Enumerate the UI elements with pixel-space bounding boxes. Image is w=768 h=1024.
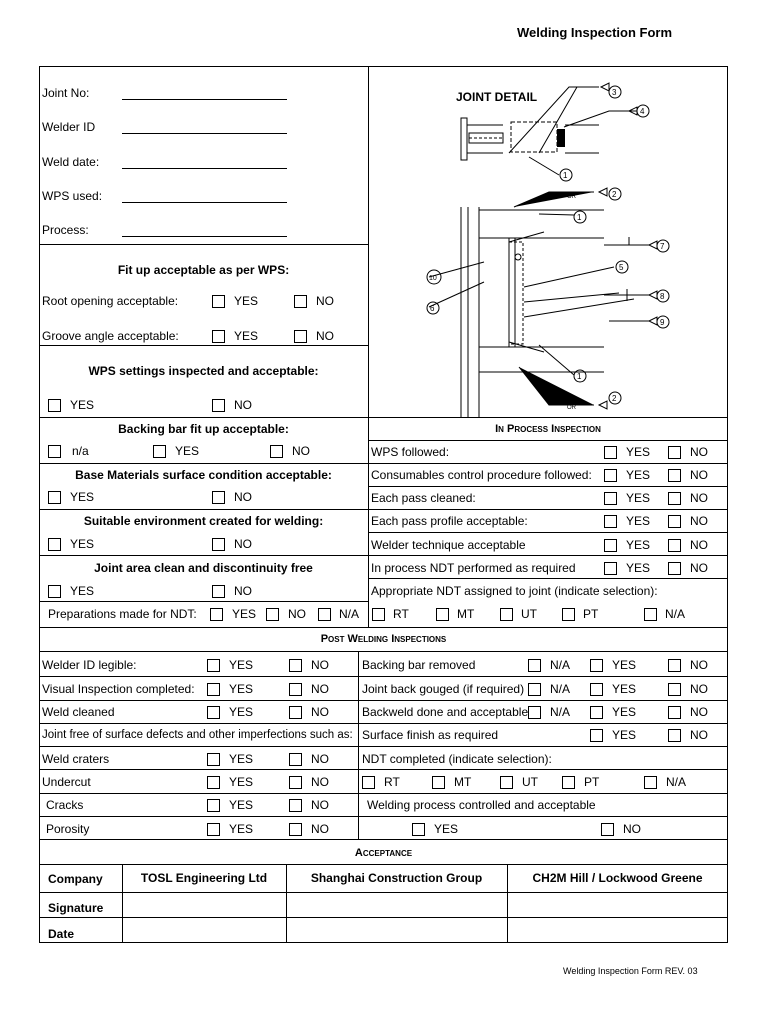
- joint-detail-drawing: [369, 67, 727, 417]
- fitup-title: Fit up acceptable as per WPS:: [117, 263, 290, 277]
- ip-yes-checkbox[interactable]: [604, 539, 617, 552]
- yes-label: YES: [229, 752, 254, 766]
- date-field-3[interactable]: [508, 918, 727, 942]
- field-welder-id: Welder ID: [42, 120, 96, 134]
- callout-1b: 1: [577, 213, 582, 222]
- environment-title: Suitable environment created for welding:: [83, 514, 324, 528]
- callout-7: 7: [660, 242, 665, 251]
- yes-label: YES: [70, 490, 95, 504]
- acceptance-title: Acceptance: [354, 847, 413, 859]
- ndt-ut-label: UT: [521, 607, 537, 621]
- callout-4: 4: [640, 107, 645, 116]
- yes-label: YES: [626, 514, 651, 528]
- date-label: Date: [48, 927, 75, 941]
- ndt-completed-label: NDT completed (indicate selection):: [362, 752, 552, 766]
- env-no-checkbox[interactable]: [212, 538, 225, 551]
- post-right-yes-checkbox[interactable]: [590, 659, 603, 672]
- ip-no-checkbox[interactable]: [668, 539, 681, 552]
- ip-row: Welder technique acceptable: [371, 538, 526, 552]
- or-label-bottom: OR: [567, 405, 576, 411]
- yes-label: YES: [70, 584, 95, 598]
- imperfections-label: Joint free of surface defects and other imperfections such as:: [42, 729, 353, 741]
- no-label: NO: [690, 728, 708, 742]
- no-label: NO: [311, 775, 329, 789]
- post-right-no-checkbox[interactable]: [668, 659, 681, 672]
- defect-no-checkbox[interactable]: [289, 776, 302, 789]
- no-label: NO: [316, 329, 334, 343]
- process-input[interactable]: [122, 236, 287, 237]
- yes-label: YES: [626, 468, 651, 482]
- yes-label: YES: [229, 775, 254, 789]
- wps-used-input[interactable]: [122, 202, 287, 203]
- field-process: Process:: [42, 223, 89, 237]
- controlled-no-checkbox[interactable]: [601, 823, 614, 836]
- no-label: NO: [690, 682, 708, 696]
- no-label: NO: [234, 584, 252, 598]
- process-controlled-label: Welding process controlled and acceptable: [367, 798, 596, 812]
- post-right-row: Backweld done and acceptable: [362, 705, 529, 719]
- post-right-yes-checkbox[interactable]: [590, 683, 603, 696]
- company-2: Shanghai Construction Group: [310, 871, 483, 885]
- ndtc-rt-checkbox[interactable]: [362, 776, 375, 789]
- na-label: N/A: [550, 705, 571, 719]
- na-label: N/A: [339, 607, 360, 621]
- ndt-mt-label: MT: [457, 607, 475, 621]
- yes-label: YES: [434, 822, 459, 836]
- ndtc-rt-label: RT: [384, 775, 400, 789]
- yes-label: YES: [175, 444, 200, 458]
- ip-yes-checkbox[interactable]: [604, 562, 617, 575]
- joint-clean-title: Joint area clean and discontinuity free: [94, 561, 313, 575]
- company-3: CH2M Hill / Lockwood Greene: [532, 871, 703, 885]
- ip-row: In process NDT performed as required: [371, 561, 576, 575]
- surface-label: Surface finish as required: [362, 728, 499, 742]
- defect-row: Porosity: [46, 822, 90, 836]
- post-right-na-checkbox[interactable]: [528, 659, 541, 672]
- yes-label: YES: [229, 705, 254, 719]
- ndt-mt-checkbox[interactable]: [436, 608, 449, 621]
- controlled-yes-checkbox[interactable]: [412, 823, 425, 836]
- base-title: Base Materials surface condition acceptable:: [75, 468, 332, 482]
- ndtc-mt-label: MT: [454, 775, 472, 789]
- post-no-checkbox[interactable]: [289, 659, 302, 672]
- yes-label: YES: [612, 705, 637, 719]
- post-right-no-checkbox[interactable]: [668, 683, 681, 696]
- signature-field-2[interactable]: [287, 893, 507, 917]
- groove-no-checkbox[interactable]: [294, 330, 307, 343]
- post-right-row: Joint back gouged (if required): [362, 682, 525, 696]
- field-joint-no: Joint No:: [42, 86, 90, 100]
- base-no-checkbox[interactable]: [212, 491, 225, 504]
- prep-yes-checkbox[interactable]: [210, 608, 223, 621]
- no-label: NO: [234, 490, 252, 504]
- defect-yes-checkbox[interactable]: [207, 753, 220, 766]
- no-label: NO: [311, 705, 329, 719]
- callout-1a: 1: [563, 171, 568, 180]
- yes-label: YES: [234, 329, 259, 343]
- wps-settings-no-checkbox[interactable]: [212, 399, 225, 412]
- no-label: NO: [623, 822, 641, 836]
- post-yes-checkbox[interactable]: [207, 659, 220, 672]
- defect-row: Cracks: [46, 798, 84, 812]
- joint-no-input[interactable]: [122, 99, 287, 100]
- root-no-checkbox[interactable]: [294, 295, 307, 308]
- groove-angle-label: Groove angle acceptable:: [42, 329, 179, 343]
- ndt-ut-checkbox[interactable]: [500, 608, 513, 621]
- ndt-assigned-label: Appropriate NDT assigned to joint (indicate selection):: [371, 584, 658, 598]
- post-yes-checkbox[interactable]: [207, 683, 220, 696]
- post-welding-title: Post Welding Inspections: [320, 633, 447, 645]
- base-yes-checkbox[interactable]: [48, 491, 61, 504]
- post-no-checkbox[interactable]: [289, 706, 302, 719]
- callout-6: 6: [430, 304, 435, 313]
- company-label: Company: [48, 872, 103, 886]
- field-weld-date: Weld date:: [42, 155, 100, 169]
- ip-row: WPS followed:: [371, 445, 450, 459]
- yes-label: YES: [626, 561, 651, 575]
- no-label: NO: [234, 537, 252, 551]
- no-label: NO: [292, 444, 310, 458]
- env-yes-checkbox[interactable]: [48, 538, 61, 551]
- field-wps-used: WPS used:: [42, 189, 103, 203]
- ip-no-checkbox[interactable]: [668, 492, 681, 505]
- backing-no-checkbox[interactable]: [270, 445, 283, 458]
- post-right-na-checkbox[interactable]: [528, 706, 541, 719]
- no-label: NO: [690, 538, 708, 552]
- ip-row: Each pass cleaned:: [371, 491, 476, 505]
- ndtc-mt-checkbox[interactable]: [432, 776, 445, 789]
- defect-row: Undercut: [42, 775, 91, 789]
- ip-no-checkbox[interactable]: [668, 469, 681, 482]
- ndt-na-checkbox[interactable]: [644, 608, 657, 621]
- post-left-row: Welder ID legible:: [42, 658, 137, 672]
- defect-row: Weld craters: [42, 752, 110, 766]
- yes-label: YES: [612, 728, 637, 742]
- ndtc-ut-label: UT: [522, 775, 538, 789]
- ndtc-na-checkbox[interactable]: [644, 776, 657, 789]
- no-label: NO: [690, 705, 708, 719]
- callout-9: 9: [660, 318, 665, 327]
- post-right-no-checkbox[interactable]: [668, 706, 681, 719]
- date-field-2[interactable]: [287, 918, 507, 942]
- root-opening-label: Root opening acceptable:: [42, 294, 179, 308]
- yes-label: YES: [232, 607, 257, 621]
- backing-yes-checkbox[interactable]: [153, 445, 166, 458]
- yes-label: YES: [626, 445, 651, 459]
- clean-yes-checkbox[interactable]: [48, 585, 61, 598]
- yes-label: YES: [626, 491, 651, 505]
- callout-2a: 2: [612, 190, 617, 199]
- weld-date-input[interactable]: [122, 168, 287, 169]
- ndt-na-label: N/A: [665, 607, 686, 621]
- yes-label: YES: [229, 682, 254, 696]
- post-left-row: Visual Inspection completed:: [42, 682, 195, 696]
- no-label: NO: [234, 398, 252, 412]
- na-label: N/A: [550, 658, 571, 672]
- yes-label: YES: [626, 538, 651, 552]
- no-label: NO: [311, 658, 329, 672]
- callout-5: 5: [619, 263, 624, 272]
- prep-ndt-label: Preparations made for NDT:: [48, 607, 197, 621]
- defect-no-checkbox[interactable]: [289, 753, 302, 766]
- callout-3: 3: [612, 88, 617, 97]
- company-1: TOSL Engineering Ltd: [140, 871, 268, 885]
- ndt-pt-checkbox[interactable]: [562, 608, 575, 621]
- no-label: NO: [311, 798, 329, 812]
- ndtc-pt-checkbox[interactable]: [562, 776, 575, 789]
- no-label: NO: [311, 822, 329, 836]
- no-label: NO: [316, 294, 334, 308]
- wps-settings-title: WPS settings inspected and acceptable:: [88, 364, 319, 378]
- ip-no-checkbox[interactable]: [668, 515, 681, 528]
- date-field-1[interactable]: [123, 918, 286, 942]
- signature-field-3[interactable]: [508, 893, 727, 917]
- surface-yes-checkbox[interactable]: [590, 729, 603, 742]
- yes-label: YES: [229, 822, 254, 836]
- na-label: N/A: [550, 682, 571, 696]
- form-title: Welding Inspection Form: [517, 25, 673, 40]
- no-label: NO: [690, 468, 708, 482]
- defect-yes-checkbox[interactable]: [207, 823, 220, 836]
- ip-yes-checkbox[interactable]: [604, 492, 617, 505]
- defect-no-checkbox[interactable]: [289, 823, 302, 836]
- na-label: n/a: [72, 444, 89, 458]
- in-process-title: In Process Inspection: [495, 423, 601, 435]
- signature-field-1[interactable]: [123, 893, 286, 917]
- or-label-top: OR: [567, 194, 576, 200]
- joint-detail-title: JOINT DETAIL: [456, 90, 538, 104]
- no-label: NO: [311, 682, 329, 696]
- callout-2b: 2: [612, 394, 617, 403]
- ip-no-checkbox[interactable]: [668, 446, 681, 459]
- no-label: NO: [690, 514, 708, 528]
- ndt-rt-checkbox[interactable]: [372, 608, 385, 621]
- post-left-row: Weld cleaned: [42, 705, 115, 719]
- footer-revision: Welding Inspection Form REV. 03: [563, 966, 698, 976]
- clean-no-checkbox[interactable]: [212, 585, 225, 598]
- yes-label: YES: [612, 658, 637, 672]
- yes-label: YES: [70, 398, 95, 412]
- ip-yes-checkbox[interactable]: [604, 446, 617, 459]
- prep-na-checkbox[interactable]: [318, 608, 331, 621]
- ip-yes-checkbox[interactable]: [604, 515, 617, 528]
- ndt-rt-label: RT: [393, 607, 409, 621]
- signature-label: Signature: [48, 901, 104, 915]
- no-label: NO: [288, 607, 306, 621]
- ndtc-pt-label: PT: [584, 775, 600, 789]
- callout-1c: 1: [577, 372, 582, 381]
- backing-title: Backing bar fit up acceptable:: [118, 422, 289, 436]
- post-right-na-checkbox[interactable]: [528, 683, 541, 696]
- groove-yes-checkbox[interactable]: [212, 330, 225, 343]
- ip-row: Each pass profile acceptable:: [371, 514, 528, 528]
- yes-label: YES: [234, 294, 259, 308]
- post-no-checkbox[interactable]: [289, 683, 302, 696]
- welder-id-input[interactable]: [122, 133, 287, 134]
- surface-no-checkbox[interactable]: [668, 729, 681, 742]
- callout-10: 10: [429, 275, 437, 282]
- prep-no-checkbox[interactable]: [266, 608, 279, 621]
- callout-8: 8: [660, 292, 665, 301]
- defect-no-checkbox[interactable]: [289, 799, 302, 812]
- no-label: NO: [690, 491, 708, 505]
- ip-no-checkbox[interactable]: [668, 562, 681, 575]
- no-label: NO: [690, 445, 708, 459]
- ndtc-na-label: N/A: [666, 775, 687, 789]
- defect-yes-checkbox[interactable]: [207, 799, 220, 812]
- ip-row: Consumables control procedure followed:: [371, 468, 592, 482]
- ip-yes-checkbox[interactable]: [604, 469, 617, 482]
- backing-na-checkbox[interactable]: [48, 445, 61, 458]
- post-right-row: Backing bar removed: [362, 658, 476, 672]
- wps-settings-yes-checkbox[interactable]: [48, 399, 61, 412]
- yes-label: YES: [229, 658, 254, 672]
- root-yes-checkbox[interactable]: [212, 295, 225, 308]
- post-yes-checkbox[interactable]: [207, 706, 220, 719]
- ndt-pt-label: PT: [583, 607, 599, 621]
- yes-label: YES: [612, 682, 637, 696]
- post-right-yes-checkbox[interactable]: [590, 706, 603, 719]
- no-label: NO: [690, 561, 708, 575]
- ndtc-ut-checkbox[interactable]: [500, 776, 513, 789]
- no-label: NO: [311, 752, 329, 766]
- defect-yes-checkbox[interactable]: [207, 776, 220, 789]
- yes-label: YES: [229, 798, 254, 812]
- yes-label: YES: [70, 537, 95, 551]
- no-label: NO: [690, 658, 708, 672]
